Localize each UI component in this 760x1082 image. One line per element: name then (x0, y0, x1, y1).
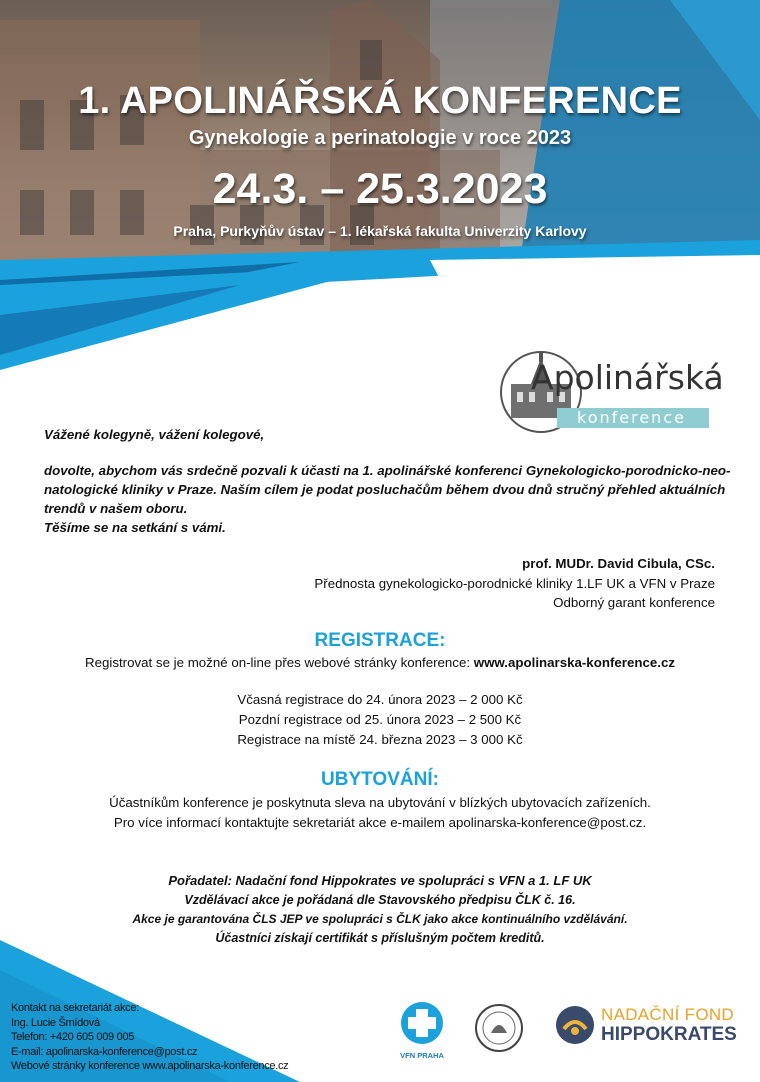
contact-name: Ing. Lucie Šmídová (11, 1016, 100, 1029)
conference-venue: Praha, Purkyňův ústav – 1. lékařská fakulta Univerzity Karlovy (173, 223, 587, 239)
letter-line-3: trendů v našem oboru. (44, 501, 188, 516)
registration-website-link[interactable]: www.apolinarska-konference.cz (473, 655, 675, 670)
registration-intro-text: Registrovat se je možné on-line přes webové stránky konference: (84, 655, 474, 670)
signature-role: Přednosta gynekologicko-porodnické kliniky 1.LF UK a VFN v Praze (314, 576, 715, 591)
contact-web[interactable]: Webové stránky konference www.apolinarska-konference.cz (11, 1060, 289, 1072)
accommodation-heading: UBYTOVÁNÍ: (321, 769, 439, 790)
conference-dates: 24.3. – 25.3.2023 (212, 165, 548, 213)
contact-block (11, 1001, 288, 1074)
vfn-logo (393, 1000, 451, 1060)
hippokrates-logo (555, 1003, 745, 1051)
vfn-cross-icon (393, 1000, 451, 1046)
organizer-line-1: Pořadatel: Nadační fond Hippokrates ve spolupráci s VFN a 1. LF UK (168, 873, 592, 888)
organizer-line-3: Akce je garantována ČLS JEP ve spolupráci s ČLK jako akce kontinuálního vzdělávání. (132, 912, 628, 926)
accommodation-line-2: Pro více informací kontaktujte sekretariát akce e-mailem apolinarska-konference@post.cz. (113, 815, 647, 830)
conference-title: 1. APOLINÁŘSKÁ KONFERENCE (78, 80, 682, 122)
hippokrates-icon (555, 1005, 595, 1045)
apolinarska-logo (497, 350, 724, 436)
registration-intro (0, 653, 760, 673)
signature-role-2: Odborný garant konference (553, 595, 715, 610)
signature-name: prof. MUDr. David Cibula, CSc. (522, 556, 715, 571)
letter-greeting: Vážené kolegyně, vážení kolegové, (44, 427, 265, 442)
organizer-line-2: Vzdělávací akce je pořádaná dle Stavovského předpisu ČLK č. 16. (184, 893, 576, 907)
fund-line-2: HIPPOKRATES (601, 1024, 737, 1045)
price-early: Včasná registrace do 24. února 2023 – 2 000 Kč (237, 692, 523, 707)
contact-phone: Telefon: +420 605 009 005 (11, 1031, 135, 1043)
conference-subtitle: Gynekologie a perinatologie v roce 2023 (188, 127, 572, 149)
contact-email[interactable]: E-mail: apolinarska-konference@post.cz (11, 1045, 198, 1058)
letter-line-4: Těšíme se na setkání s vámi. (44, 520, 226, 535)
logo-title: Apolinářská (531, 358, 724, 397)
organizer-line-4: Účastníci získají certifikát s příslušným počtem kreditů. (215, 931, 545, 945)
letter-line-2: natologické kliniky v Praze. Naším cílem je podat posluchačům během dvou dnů stručný přehled aktuálních (44, 482, 726, 497)
letter-line-1: dovolte, abychom vás srdečně pozvali k účasti na 1. apolinářské konferenci Gynekologicko-porodnicko-neo- (44, 463, 731, 478)
university-seal-icon (474, 1003, 524, 1053)
fund-line-1: NADAČNÍ FOND (601, 1005, 734, 1024)
price-late: Pozdní registrace od 25. února 2023 – 2 500 Kč (238, 712, 522, 727)
accommodation-line-1: Účastníkům konference je poskytnuta sleva na ubytování v blízkých ubytovacích zařízeních. (109, 795, 651, 810)
price-onsite: Registrace na místě 24. března 2023 – 3 000 Kč (237, 732, 523, 747)
vfn-label: VFN PRAHA (400, 1051, 444, 1060)
accent-triangle-left (0, 255, 400, 375)
registration-heading: REGISTRACE: (314, 630, 446, 651)
contact-heading: Kontakt na sekretariát akce: (11, 1002, 139, 1014)
logo-subtitle: konference (577, 408, 686, 427)
